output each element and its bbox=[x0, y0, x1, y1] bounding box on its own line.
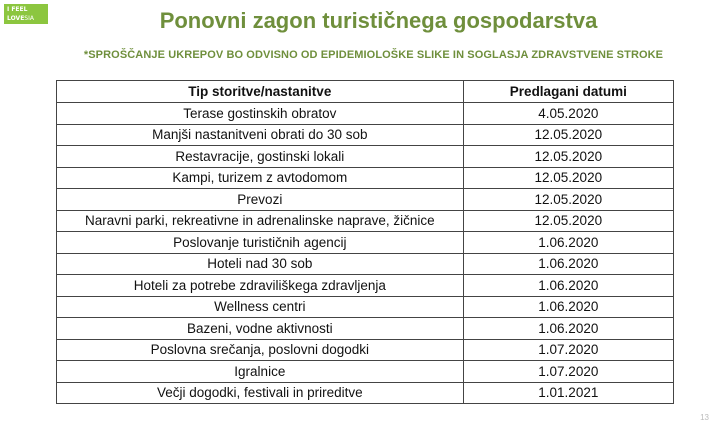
table-header-row bbox=[57, 81, 674, 103]
table-row bbox=[57, 253, 674, 275]
table-row bbox=[57, 361, 674, 383]
service-type-cell: Poslovna srečanja, poslovni dogodki bbox=[57, 339, 464, 361]
page-number: 13 bbox=[700, 413, 709, 422]
service-type-cell: Večji dogodki, festivali in prireditve bbox=[57, 382, 464, 404]
proposed-date-cell: 4.05.2020 bbox=[463, 103, 673, 125]
proposed-date-cell: 12.05.2020 bbox=[463, 124, 673, 146]
service-type-cell: Restavracije, gostinski lokali bbox=[57, 146, 464, 168]
service-type-cell: Bazeni, vodne aktivnosti bbox=[57, 318, 464, 340]
table-row bbox=[57, 146, 674, 168]
service-type-cell: Hoteli za potrebe zdraviliškega zdravljenja bbox=[57, 275, 464, 297]
proposed-date-cell: 1.01.2021 bbox=[463, 382, 673, 404]
table-row bbox=[57, 124, 674, 146]
service-type-cell: Terase gostinskih obratov bbox=[57, 103, 464, 125]
table-row bbox=[57, 103, 674, 125]
table-row bbox=[57, 275, 674, 297]
table-row bbox=[57, 339, 674, 361]
column-header-service-type: Tip storitve/nastanitve bbox=[57, 81, 464, 103]
table-row bbox=[57, 232, 674, 254]
service-type-cell: Igralnice bbox=[57, 361, 464, 383]
proposed-date-cell: 1.06.2020 bbox=[463, 253, 673, 275]
proposed-date-cell: 12.05.2020 bbox=[463, 189, 673, 211]
logo-line-2: LOVE bbox=[7, 15, 25, 22]
page-title: Ponovni zagon turističnega gospodarstva bbox=[159, 8, 598, 33]
proposed-date-cell: 1.06.2020 bbox=[463, 275, 673, 297]
table-row bbox=[57, 382, 674, 404]
service-type-cell: Hoteli nad 30 sob bbox=[57, 253, 464, 275]
proposed-date-cell: 1.06.2020 bbox=[463, 318, 673, 340]
proposed-date-cell: 12.05.2020 bbox=[463, 167, 673, 189]
service-type-cell: Poslovanje turističnih agencij bbox=[57, 232, 464, 254]
service-type-cell: Naravni parki, rekreativne in adrenalinske naprave, žičnice bbox=[57, 210, 464, 232]
logo-line-1: I FEEL bbox=[7, 6, 28, 13]
schedule-table bbox=[56, 80, 674, 404]
proposed-date-cell: 1.07.2020 bbox=[463, 361, 673, 383]
column-header-proposed-dates: Predlagani datumi bbox=[463, 81, 673, 103]
table-row bbox=[57, 189, 674, 211]
proposed-date-cell: 12.05.2020 bbox=[463, 210, 673, 232]
service-type-cell: Wellness centri bbox=[57, 296, 464, 318]
logo-line-3: SIA bbox=[24, 15, 34, 22]
service-type-cell: Kampi, turizem z avtodomom bbox=[57, 167, 464, 189]
table-row bbox=[57, 296, 674, 318]
proposed-date-cell: 1.06.2020 bbox=[463, 232, 673, 254]
page-subtitle: *SPROŠČANJE UKREPOV BO ODVISNO OD EPIDEMIOLOŠKE SLIKE IN SOGLASJA ZDRAVSTVENE STROKE bbox=[83, 49, 664, 61]
proposed-date-cell: 1.06.2020 bbox=[463, 296, 673, 318]
proposed-date-cell: 1.07.2020 bbox=[463, 339, 673, 361]
proposed-date-cell: 12.05.2020 bbox=[463, 146, 673, 168]
service-type-cell: Prevozi bbox=[57, 189, 464, 211]
table-row bbox=[57, 318, 674, 340]
service-type-cell: Manjši nastanitveni obrati do 30 sob bbox=[57, 124, 464, 146]
table-row bbox=[57, 167, 674, 189]
table-row bbox=[57, 210, 674, 232]
